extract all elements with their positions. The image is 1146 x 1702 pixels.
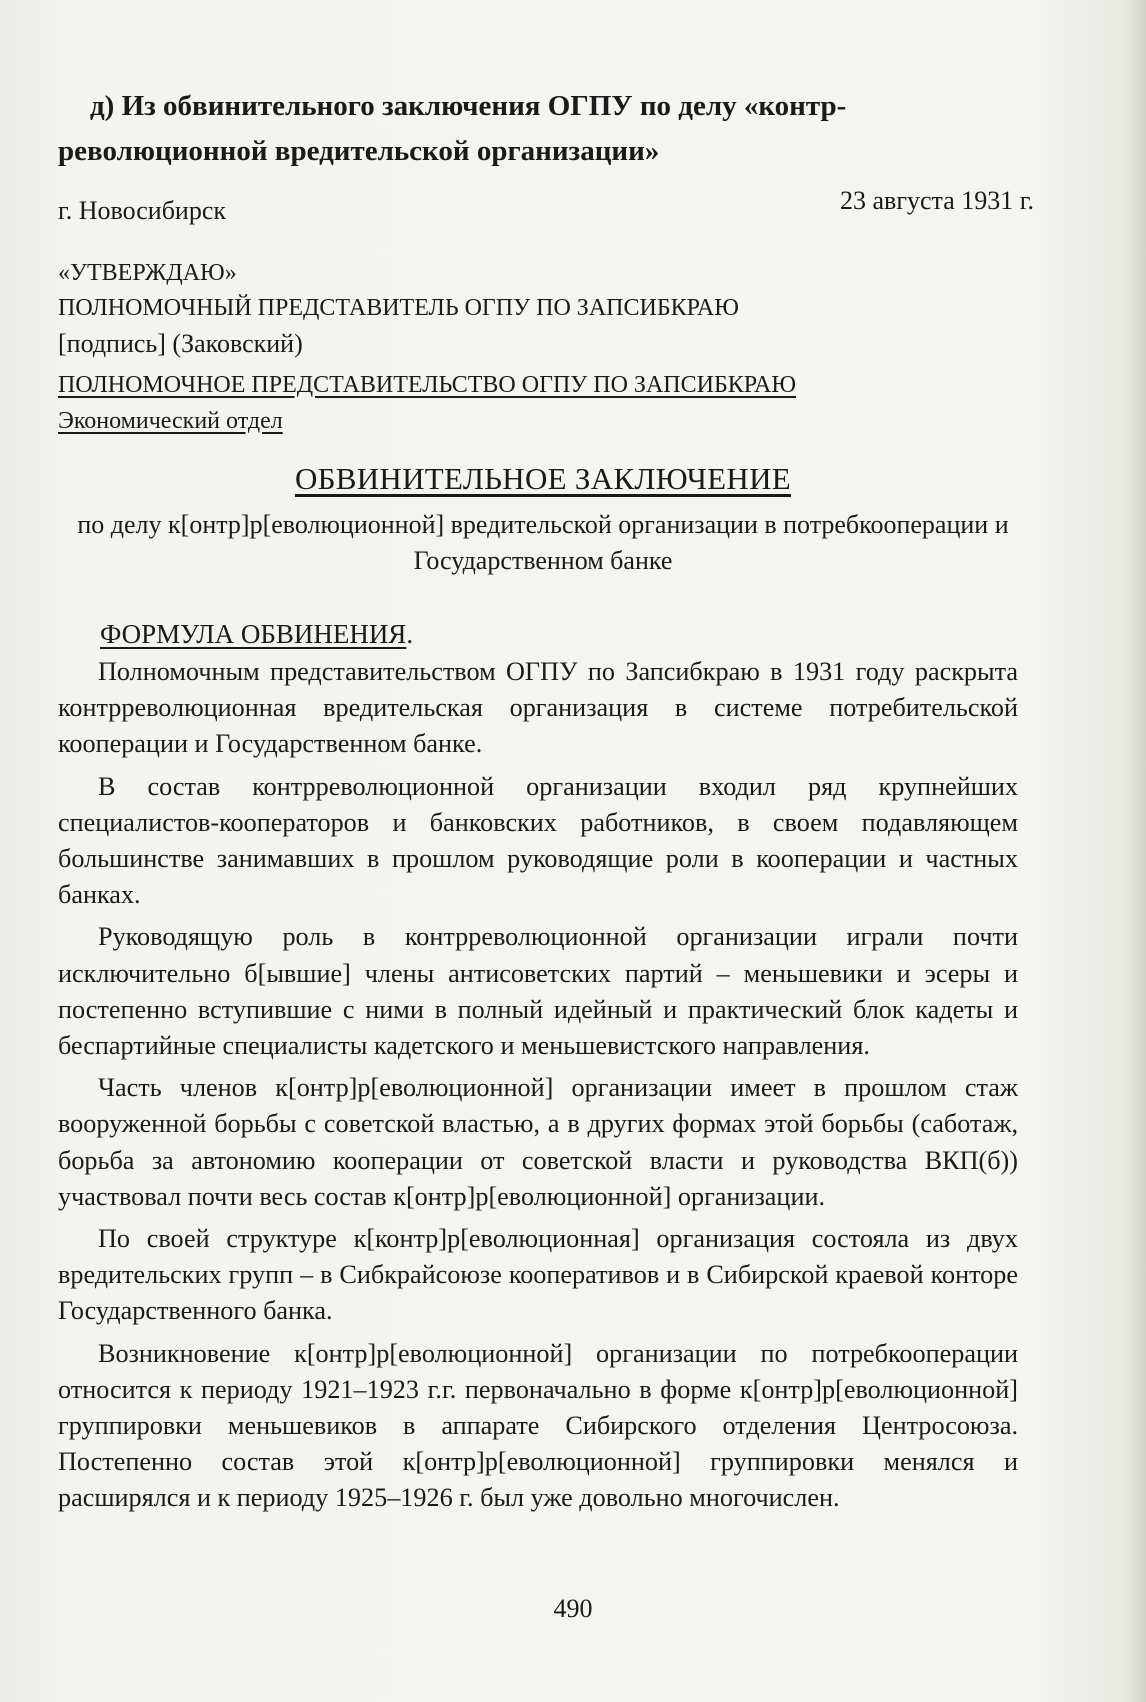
approval-official-line: ПОЛНОМОЧНЫЙ ПРЕДСТАВИТЕЛЬ ОГПУ ПО ЗАПСИБКРАЮ xyxy=(58,295,739,321)
department-block xyxy=(58,367,1028,439)
approval-signature-line: [подпись] (Заковский) xyxy=(58,329,303,358)
page-edge-shadow xyxy=(1124,0,1146,1702)
approval-stamp-line: «УТВЕРЖДАЮ» xyxy=(58,260,237,286)
department-name: ПОЛНОМОЧНОЕ ПРЕДСТАВИТЕЛЬСТВО ОГПУ ПО ЗАПСИБКРАЮ xyxy=(58,372,797,398)
document-title: ОБВИНИТЕЛЬНОЕ ЗАКЛЮЧЕНИЕ xyxy=(294,461,792,496)
paragraph-1: Полномочным представительством ОГПУ по Запсибкраю в 1931 году раскрыта контрреволюционная вредительская организация в системе потребительской кооперации и Государственном банке. xyxy=(58,657,1018,759)
formula-heading xyxy=(100,619,1028,650)
paragraph-6: Возникновение к[онтр]р[еволюционной] организации по потребкооперации относится к периоду 1921–1923 г.г. первоначально в форме к[онтр]р[еволюционной] группировки меньшевиков в аппарате Сибирского отделения Центросоюза. Постепенно состав этой к[онтр]р[еволюционной] группировки менялся и расширялся и к периоду 1925–1926 г. был уже довольно многочислен. xyxy=(58,1338,1018,1513)
document-body xyxy=(58,84,1034,1517)
place: г. Новосибирск xyxy=(58,196,227,225)
formula-heading-text: ФОРМУЛА ОБВИНЕНИЯ xyxy=(100,619,407,649)
page-number: 490 xyxy=(553,1594,593,1623)
approval-block xyxy=(58,256,1028,361)
section-heading: д) Из обвинительного заключения ОГПУ по делу «контрреволюционной вредительской организации» xyxy=(58,90,847,167)
document-subtitle: по делу к[онтр]р[еволюционной] вредительской организации в потребкооперации и Государственном банке xyxy=(77,510,1009,575)
place-date-row xyxy=(58,186,1034,230)
paragraph-3: Руководящую роль в контрреволюционной организации играли почти исключительно б[ывшие] члены антисоветских партий – меньшевики и эсеры и постепенно вступившие с ними в полный идейный и практический блок кадеты и беспартийные специалисты кадетского и меньшевистского направления. xyxy=(58,922,1018,1061)
date: 23 августа 1931 г. xyxy=(840,186,1034,215)
paragraph-4: Часть членов к[онтр]р[еволюционной] организации имеет в прошлом стаж вооруженной борьбы с советской властью, а в других формах этой борьбы (саботаж, борьба за автономию кооперации от советской власти и руководства ВКП(б)) участвовал почти весь состав к[онтр]р[еволюционной] организации. xyxy=(58,1073,1018,1211)
paragraph-5: По своей структуре к[контр]р[еволюционная] организация состояла из двух вредительских групп – в Сибкрайсоюзе кооперативов и в Сибирской краевой конторе Государственного банка. xyxy=(58,1224,1018,1326)
formula-heading-dot: . xyxy=(406,619,414,649)
department-division: Экономический отдел xyxy=(58,408,283,434)
paragraph-2: В состав контрреволюционной организации входил ряд крупнейших специалистов-кооператоров и банковских работников, в своем подавляющем большинстве занимавших в прошлом руководящие роли в кооперации и частных банках. xyxy=(58,771,1018,910)
